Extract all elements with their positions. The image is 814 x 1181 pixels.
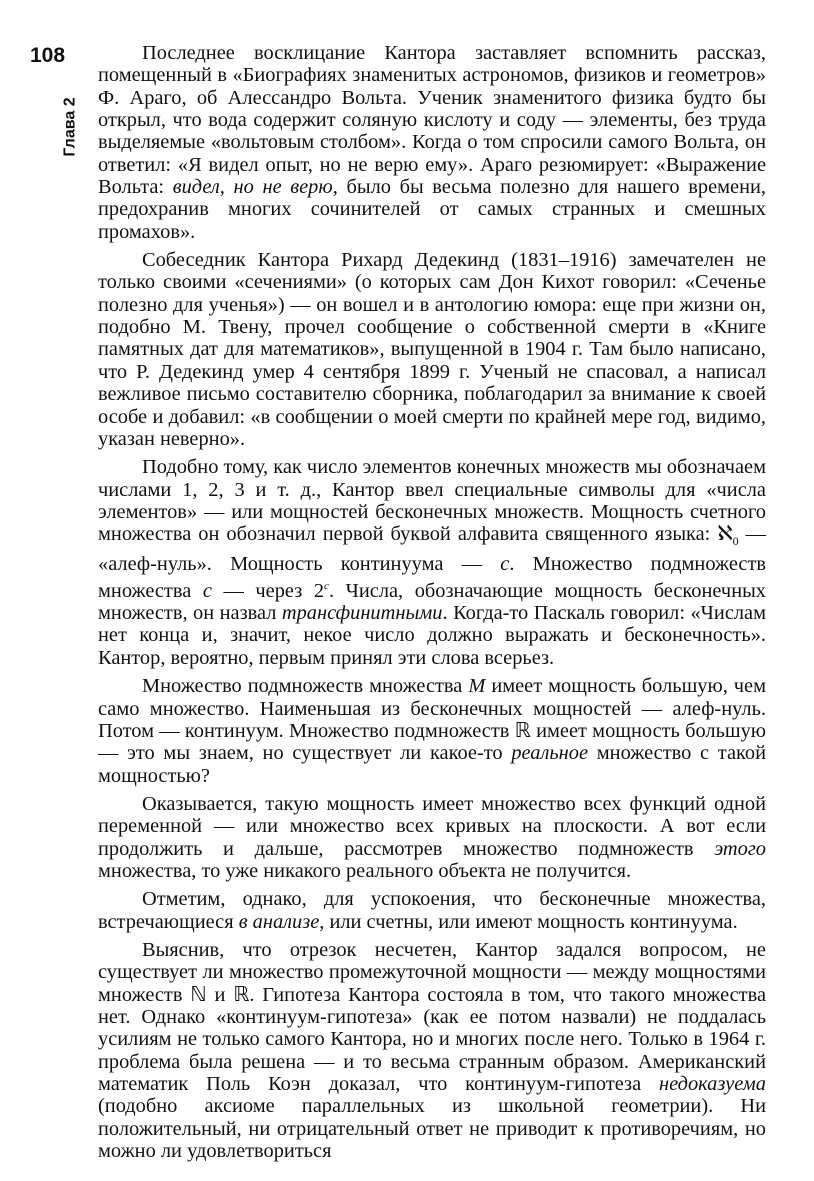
paragraph-2: Собеседник Кантора Рихард Дедекинд (1831–1916) замечателен не только своими «сечениями» (о которых сам Дон Кихот говорил: «Сеченье полезно для ученья») — он вошел и в антологию юмора: еще при жизни он, подобно М. Твену, прочел сообщение о собственной смерти в «Книге памятных дат для математиков», выпущенной в 1904 г. Там было написано, что Р. Дедекинд умер 4 сентября 1899 г. Ученый не спасовал, а написал вежливое письмо составителю сборника, поблагодарил за внимание к своей особе и добавил: «в сообщении о моей смерти по крайней мере год, видимо, указан неверно». — [98, 249, 766, 450]
body-text — [98, 42, 766, 1162]
page-number: 108 — [30, 44, 66, 67]
paragraph-3: Подобно тому, как число элементов конечных множеств мы обозначаем числами 1, 2, 3 и т. д., Кантор ввел специальные символы для «числа элементов» — или мощностей бесконечных множеств. Мощность счетного множества он обозначил первой буквой алфавита священного языка: ℵ$_0$ — «алеф-нуль». Мощность континуума — c. Множество подмножеств множества c — через 2$^c$. Числа, обозначающие мощность бесконечных множеств, он назвал трансфинитными. Когда-то Паскаль говорил: «Числам нет конца и, значит, некое число должно выражать и бесконечность». Кантор, вероятно, первым принял эти слова всерьез. — [98, 456, 766, 669]
chapter-label — [60, 90, 82, 164]
paragraph-4: Множество подмножеств множества M имеет мощность большую, чем само множество. Наименьшая из бесконечных мощностей — алеф-нуль. Потом — континуум. Множество подмножеств ℝ имеет мощность большую — это мы знаем, но существует ли какое-то реальное множество с такой мощностью? — [98, 675, 767, 787]
reals-symbol: ℝ — [233, 983, 250, 1006]
chapter-label-text: Глава 2 — [62, 97, 80, 157]
paragraph-7: Выяснив, что отрезок несчетен, Кантор задался вопросом, не существует ли множество промежуточной мощности — между мощностями множеств ℕ и ℝ. Гипотеза Кантора состояла в том, что такого множества нет. Однако «континуум-гипотеза» (как ее потом назвали) не поддалась усилиям не только самого Кантора, но и многих после него. Только в 1964 г. проблема была решена — и то весьма странным образом. Американский математик Поль Коэн доказал, что континуум-гипотеза недоказуема (подобно аксиоме параллельных из школьной геометрии). Ни положительный, ни отрицательный ответ не приводит к противоречиям, но можно ли удовлетвориться — [98, 938, 766, 1163]
aleph-symbol: ℵ — [717, 523, 733, 546]
reals-symbol: ℝ — [514, 719, 531, 742]
paragraph-5: Оказывается, такую мощность имеет множество всех функций одной переменной — или множество всех кривых на плоскости. А вот если продолжить и дальше, рассмотрев множество подмножеств этого множества, то уже никакого реального объекта не получится. — [98, 792, 766, 882]
naturals-symbol: ℕ — [190, 983, 207, 1006]
paragraph-1: Последнее восклицание Кантора заставляет вспомнить рассказ, помещенный в «Биографиях знаменитых астрономов, физиков и геометров» Ф. Араго, об Алессандро Вольта. Ученик знаменитого физика будто бы открыл, что вода содержит соляную кислоту и соду — элементы, без труда выделяемые «вольтовым столбом». Когда о том спросили самого Вольта, он ответил: «Я видел опыт, но не верю ему». Араго резюмирует: «Выражение Вольта: видел, но не верю, было бы весьма полезно для нашего времени, предохранив многих сочинителей от самых странных и смешных промахов». — [98, 42, 767, 243]
paragraph-6: Отметим, однако, для успокоения, что бесконечные множества, встречающиеся в анализе, или счетны, или имеют мощность континуума. — [98, 888, 766, 933]
